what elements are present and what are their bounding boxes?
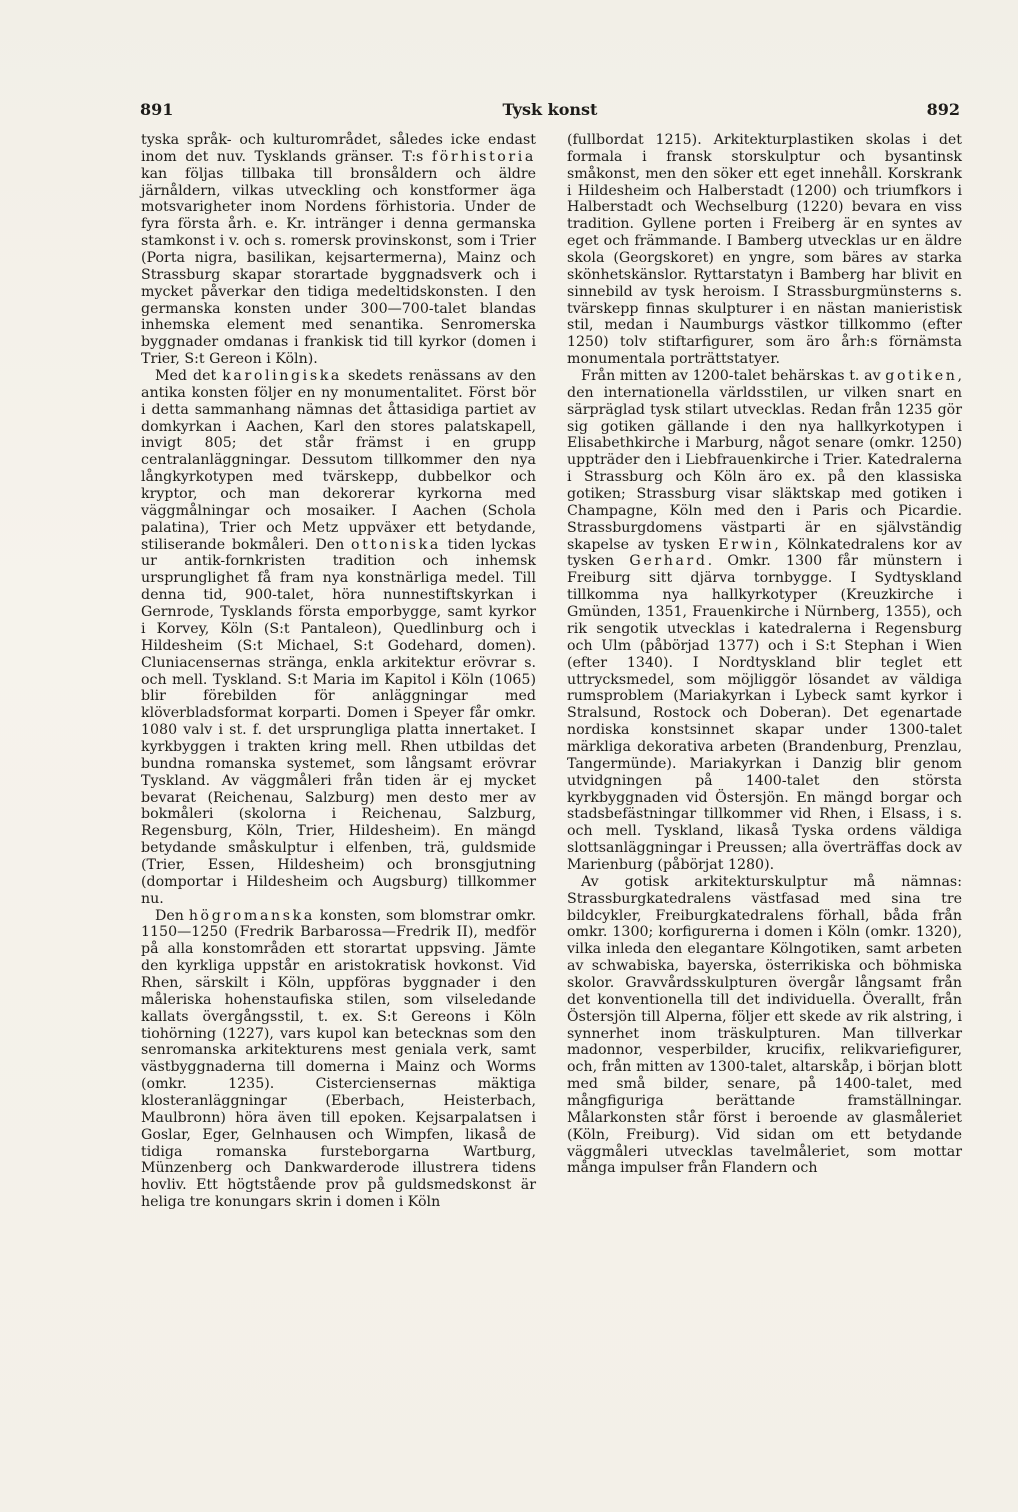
page-number-right: 892 bbox=[926, 100, 960, 119]
paragraph: Den högromanska konsten, som blomstrar omkr. 1150—1250 (Fredrik Barbarossa—Fredrik II), medför på alla konstområden ett storartat uppsving. Jämte den kyrkliga uppstår en aristokratisk hovkonst. Vid Rhen, särskilt i Köln, uppföras byggnader i den måleriska hohenstaufiska stilen, som vilseledande kallats övergångsstil, t. ex. S:t Gereons i Köln tiohörning (1227), vars kupol kan betecknas som den senromanska arkitekturens mest geniala verk, samt västbyggnaderna till domerna i Mainz och Worms (omkr. 1235). Cisterciensernas mäktiga klosteranläggningar (Eberbach, Heisterbach, Maulbronn) höra även till epoken. Kejsarpalatsen i Goslar, Eger, Gelnhausen och Wimpfen, likaså de tidiga romanska fursteborgarna Wartburg, Münzenberg och Dankwarderode illustrera tidens hovliv. Ett högtstående prov på guldsmedskonst är heliga tre konungars skrin i domen i Köln bbox=[141, 907, 536, 1211]
page-header bbox=[140, 100, 960, 122]
running-title: Tysk konst bbox=[502, 100, 598, 119]
page-number-left: 891 bbox=[140, 100, 174, 119]
left-column bbox=[141, 132, 536, 1211]
paragraph: Med det karolingiska skedets renässans av den antika konsten följer en ny monumentalitet. Först bör i detta sammanhang nämnas det åttasidiga partiet av domkyrkan i Aachen, Karl den stores palatskapell, invigt 805; det står främst i en grupp centralanläggningar. Dessutom tillkommer den nya långkyrkotypen med tvärskepp, dubbelkor och kryptor, och man dekorerar kyrkorna med väggmålningar och mosaiker. I Aachen (Schola palatina), Trier och Metz uppväxer ett betydande, stiliserande bokmåleri. Den ottoniska tiden lyckas ur antik-fornkristen tradition och inhemsk ursprunglighet få fram nya konstnärliga medel. Till denna tid, 900-talet, höra nunnestiftskyrkan i Gernrode, Tysklands första emporbygge, samt kyrkor i Korvey, Köln (S:t Pantaleon), Quedlinburg och i Hildesheim (S:t Michael, S:t Godehard, domen). Cluniacensernas stränga, enkla arkitektur erövrar s. och mell. Tyskland. S:t Maria im Kapitol i Köln (1065) blir förebilden för anläggningar med klöverbladsformat korparti. Domen i Speyer får omkr. 1080 valv i st. f. det ursprungliga platta innertaket. I kyrkbyggen i trakten kring mell. Rhen utbildas det bundna romanska systemet, som långsamt erövrar Tyskland. Av väggmåleri från tiden är ej mycket bevarat (Reichenau, Salzburg) men desto mer av bokmåleri (skolorna i Reichenau, Salzburg, Regensburg, Köln, Trier, Hildesheim). En mängd betydande småskulptur i elfenben, trä, guldsmide (Trier, Essen, Hildesheim) och bronsgjutning (domportar i Hildesheim och Augsburg) tillkommer nu. bbox=[141, 368, 536, 907]
right-column bbox=[567, 132, 962, 1177]
paragraph: (fullbordat 1215). Arkitekturplastiken skolas i det formala i fransk storskulptur och bysantinsk småkonst, men den söker ett eget innehåll. Korskrank i Hildesheim och Halberstadt (1200) och triumfkors i Halberstadt och Wechselburg (1220) bevara en viss tradition. Gyllene porten i Freiberg är en syntes av eget och främmande. I Bamberg utvecklas ur en äldre skola (Georgskoret) en yngre, som bäres av starka skönhetskänslor. Ryttarstatyn i Bamberg har blivit en sinnebild av tysk heroism. I Strassburgmünsterns s. tvärskepp finnas skulpturer i en nästan manieristisk stil, medan i Naumburgs västkor tillkommo (efter 1250) tolv stiftarfigurer, som äro årh:s förnämsta monumentala porträttstatyer. bbox=[567, 132, 962, 368]
paragraph: Från mitten av 1200-talet behärskas t. av gotiken, den internationella världsstilen, ur vilken snart en särpräglad tysk stilart utvecklas. Redan från 1235 gör sig gotiken gällande i den nya hallkyrkotypen i Elisabethkirche i Marburg, något senare (omkr. 1250) uppträder den i Liebfrauenkirche i Trier. Katedralerna i Strassburg och Köln äro ex. på den klassiska gotiken; Strassburg visar släktskap med gotiken i Champagne, Köln med den i Paris och Picardie. Strassburgdomens västparti är en självständig skapelse av tysken Erwin, Kölnkatedralens kor av tysken Gerhard. Omkr. 1300 får münstern i Freiburg sitt djärva tornbygge. I Sydtyskland tillkomma nya hallkyrkotyper (Kreuzkirche i Gmünden, 1351, Frauenkirche i Nürnberg, 1355), och rik sengotik utvecklas i katedralerna i Regensburg och Ulm (påbörjad 1377) och i S:t Stephan i Wien (efter 1340). I Nordtyskland blir teglet ett uttrycksmedel, som möjliggör lösandet av väldiga rumsproblem (Mariakyrkan i Lybeck samt kyrkor i Stralsund, Rostock och Doberan). Det egenartade nordiska konstsinnet skapar under 1300-talet märkliga dekorativa arbeten (Brandenburg, Prenzlau, Tangermünde). Mariakyrkan i Danzig blir genom utvidgningen på 1400-talet den största kyrkbyggnaden vid Östersjön. En mängd borgar och stadsbefästningar tillkommer vid Rhen, i Elsass, i s. och mell. Tyskland, likaså Tyska ordens väldiga slottsanläggningar i Preussen; alla överträffas dock av Marienburg (påbörjat 1280). bbox=[567, 368, 962, 873]
paragraph: Av gotisk arkitekturskulptur må nämnas: Strassburgkatedralens västfasad med sina tre bildcykler, Freiburgkatedralens förhall, båda från omkr. 1300; korfigurerna i domen i Köln (omkr. 1320), vilka inleda den elegantare Kölngotiken, samt arbeten av schwabiska, bayerska, österrikiska och böhmiska skolor. Gravvårdsskulpturen övergår långsamt från det konventionella till det individuella. Överallt, från Östersjön till Alperna, följer ett skede av rik alstring, i synnerhet inom träskulpturen. Man tillverkar madonnor, vesperbilder, krucifix, relikvariefigurer, och, från mitten av 1300-talet, altarskåp, i början blott med små bilder, senare, på 1400-talet, med mångfiguriga berättande framställningar. Målarkonsten står först i beroende av glasmåleriet (Köln, Freiburg). Vid sidan om ett betydande väggmåleri utvecklas tavelmåleriet, som mottar många impulser från Flandern och bbox=[567, 873, 962, 1177]
paragraph: tyska språk- och kulturområdet, således icke endast inom det nuv. Tysklands gränser. T:s förhistoria kan följas tillbaka till bronsåldern och äldre järnåldern, vilkas utveckling och konstformer äga motsvarigheter inom Nordens förhistoria. Under de fyra första årh. e. Kr. intränger i denna germanska stamkonst i v. och s. romersk provinskonst, som i Trier (Porta nigra, basilikan, kejsartermerna), Mainz och Strassburg skapar storartade byggnadsverk och i mycket påverkar den tidiga medeltidskonsten. I den germanska konsten under 300—700-talet blandas inhemska element med senantika. Senromerska byggnader omdanas i frankisk tid till kyrkor (domen i Trier, S:t Gereon i Köln). bbox=[141, 132, 536, 368]
